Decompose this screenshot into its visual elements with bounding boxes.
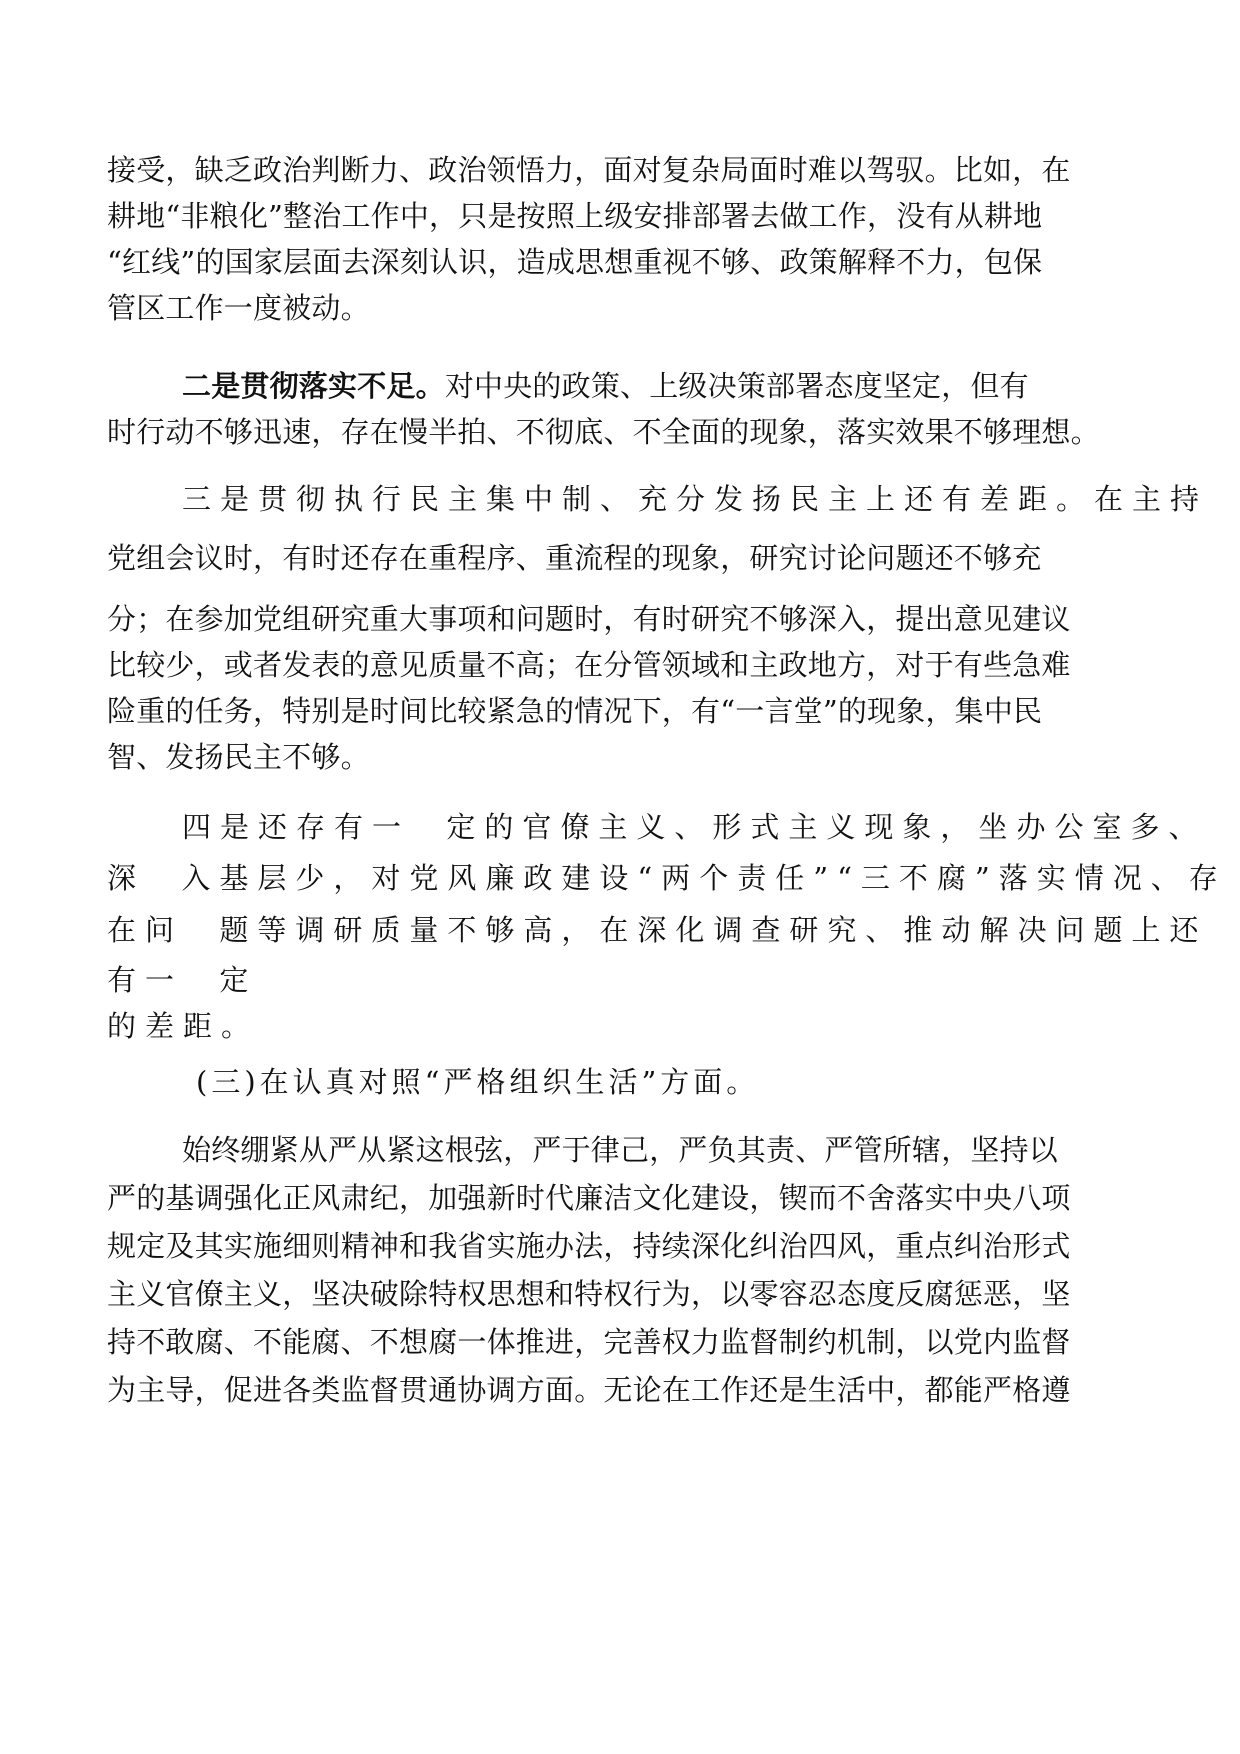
paragraph-1-line-3: “红线”的国家层面去深刻认识，造成思想重视不够、政策解释不力，包保: [107, 245, 1043, 279]
paragraph-3-line-2: 党组会议时，有时还存在重程序、重流程的现象，研究讨论问题还不够充: [107, 541, 1042, 575]
paragraph-1-line-4: 管区工作一度被动。: [107, 291, 370, 325]
paragraph-6-line-6: 为主导，促进各类监督贯通协调方面。无论在工作还是生活中，都能严格遵: [107, 1373, 1071, 1407]
paragraph-3-line-1: 三是贯彻执行民主集中制、充分发扬民主上还有差距。在主持: [182, 482, 1209, 516]
paragraph-4-line-2: 深 入基层少，对党风廉政建设“两个责任”“三不腐”落实情况、存: [107, 861, 1227, 895]
paragraph-2-line-1: [182, 366, 1029, 406]
paragraph-4-line-3: 在问 题等调研质量不够高，在深化调查研究、推动解决问题上还: [107, 913, 1208, 947]
paragraph-3-line-4: 比较少，或者发表的意见质量不高；在分管领域和主政地方，对于有些急难: [107, 648, 1071, 682]
paragraph-3-line-5: 险重的任务，特别是时间比较紧急的情况下，有“一言堂”的现象，集中民: [107, 694, 1043, 728]
section-heading: (三)在认真对照“严格组织生活”方面。: [196, 1065, 760, 1099]
paragraph-3-line-3: 分；在参加党组研究重大事项和问题时，有时研究不够深入，提出意见建议: [107, 602, 1071, 636]
paragraph-3-line-6: 智、发扬民主不够。: [107, 740, 370, 774]
paragraph-2-line-2: 时行动不够迅速，存在慢半拍、不彻底、不全面的现象，落实效果不够理想。: [107, 415, 1100, 449]
paragraph-4-line-1: 四是还存有一 定的官僚主义、形式主义现象，坐办公室多、: [182, 810, 1207, 844]
paragraph-1-line-2: 耕地“非粮化”整治工作中，只是按照上级安排部署去做工作，没有从耕地: [107, 199, 1043, 233]
paragraph-2-heading: 二是贯彻落实不足。: [182, 369, 445, 403]
paragraph-6-line-3: 规定及其实施细则精神和我省实施办法，持续深化纠治四风，重点纠治形式: [107, 1229, 1071, 1263]
paragraph-6-line-2: 严的基调强化正风肃纪，加强新时代廉洁文化建设，锲而不舍落实中央八项: [107, 1181, 1071, 1215]
paragraph-2-line-1-text: 对中央的政策、上级决策部署态度坚定，但有: [444, 369, 1029, 403]
paragraph-4-line-5: 的差距。: [107, 1009, 260, 1043]
paragraph-6-line-1: 始终绷紧从严从紧这根弦，严于律己，严负其责、严管所辖，坚持以: [182, 1133, 1059, 1167]
paragraph-6-line-5: 持不敢腐、不能腐、不想腐一体推进，完善权力监督制约机制，以党内监督: [107, 1325, 1071, 1359]
paragraph-4-line-4: 有一 定: [107, 963, 258, 997]
paragraph-1-line-1: 接受，缺乏政治判断力、政治领悟力，面对复杂局面时难以驾驭。比如，在: [107, 153, 1071, 187]
paragraph-6-line-4: 主义官僚主义，坚决破除特权思想和特权行为，以零容忍态度反腐惩恶，坚: [107, 1277, 1071, 1311]
